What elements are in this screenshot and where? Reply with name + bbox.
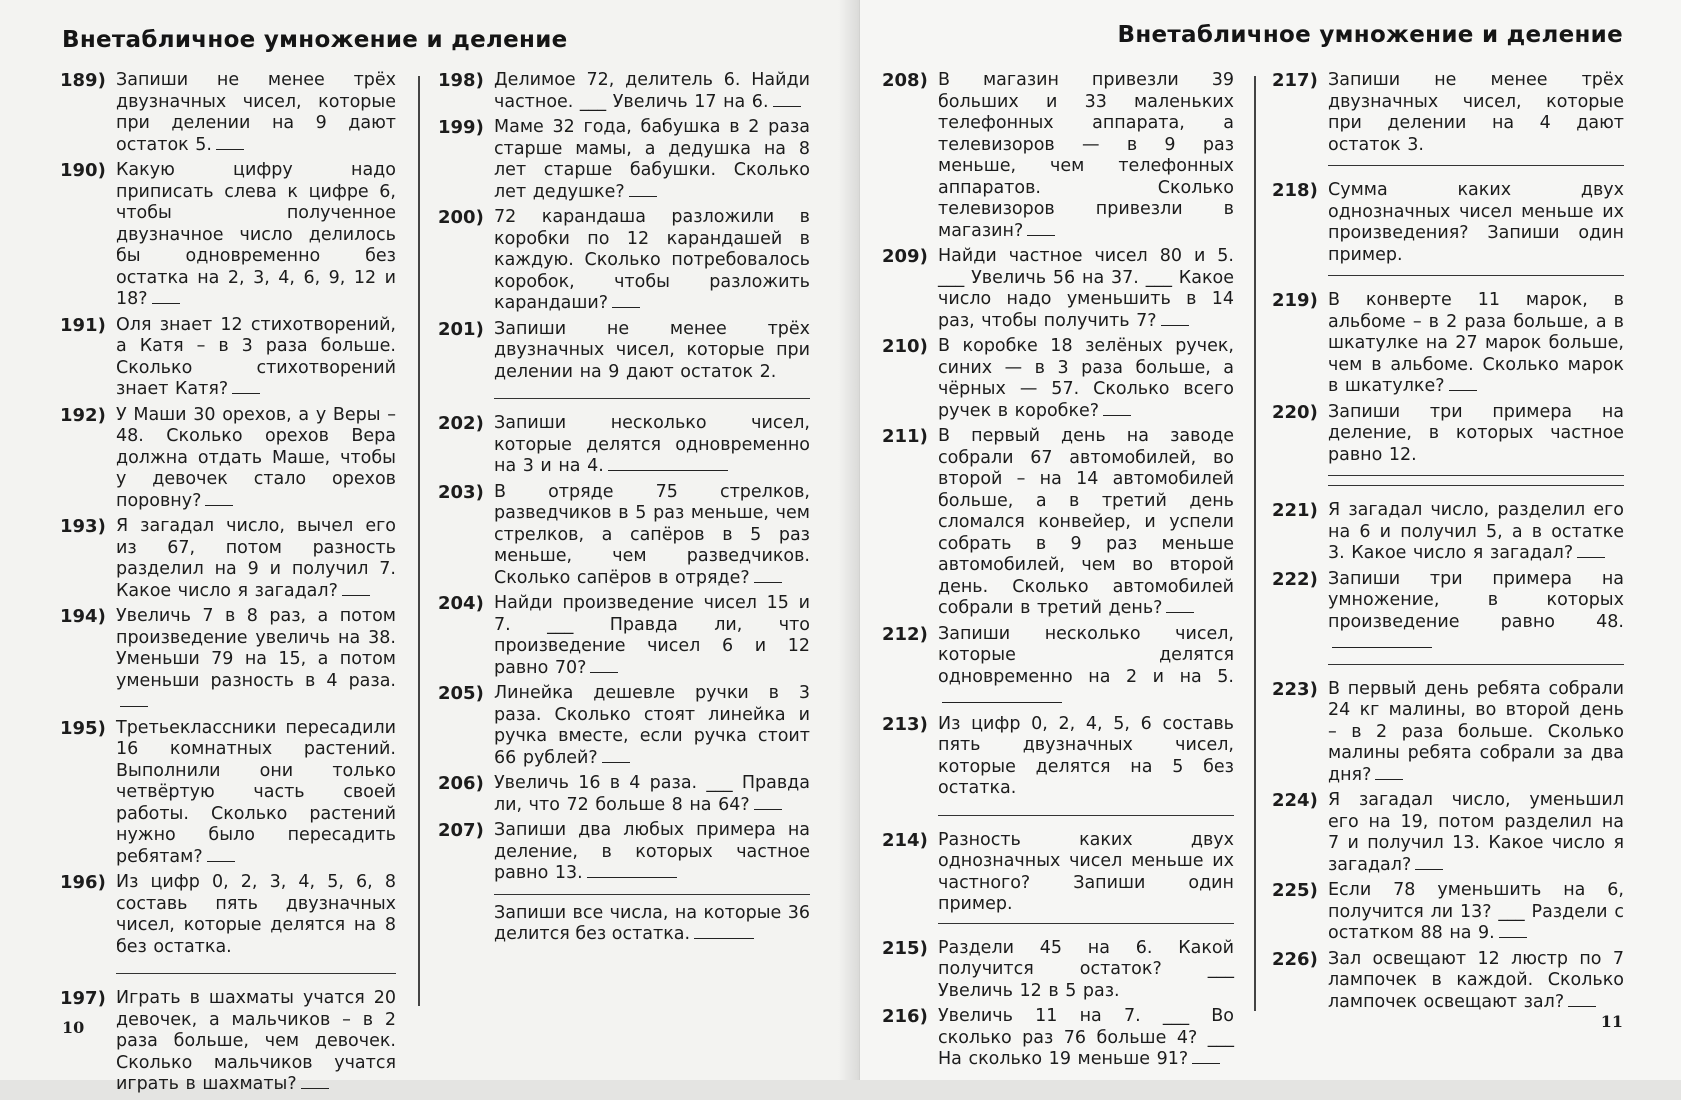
exercise-215: 215) Раздели 45 на 6. Какой получится остаток? ___ Увеличь 12 в 5 раз. [882, 937, 1234, 1001]
exercise-217: 217) Запиши не менее трёх двузначных чисел, которые при делении на 4 дают остаток 3. [1272, 70, 1624, 155]
page-number: 10 [62, 1018, 85, 1037]
answer-line [494, 397, 810, 399]
column-2 [438, 70, 810, 946]
exercise-225: 225) Если 78 уменьшить на 6, получится ли 13? ___ Раздели с остатком 88 на 9. [1272, 880, 1624, 943]
answer-line [938, 814, 1234, 816]
exercise-210: 210) В коробке 18 зелёных ручек, синих — в 3 раза больше, а чёрных — 57. Сколько всего ручек в коробке? [882, 336, 1234, 421]
column-1 [60, 70, 396, 1100]
left-page-heading: Внетабличное умножение и деление [62, 27, 568, 53]
answer-line [116, 972, 396, 974]
exercise-195: 195) Третьеклассники пересадили 16 комнатных растений. Выполнили они только четвёртую часть своей работы. Сколько растений нужно было пересадить ребятам? [60, 717, 396, 867]
exercise-205: 205) Линейка дешевле ручки в 3 раза. Сколько стоят линейка и ручка вместе, если ручка стоит 66 рублей? [438, 683, 810, 768]
exercise-203: 203) В отряде 75 стрелков, разведчиков в 5 раз меньше, чем стрелков, а сапёров в 5 раз меньше, чем разведчиков. Сколько сапёров в отряде? [438, 481, 810, 588]
exercise-224: 224) Я загадал число, уменьшил его на 19, потом разделил на 7 и получил 13. Какое число я загадал? [1272, 790, 1624, 875]
exercise-204: 204) Найди произведение чисел 15 и 7. ___ Правда ли, что произведение чисел 6 и 12 равно 70? [438, 593, 810, 678]
exercise-219: 219) В конверте 11 марок, в альбоме – в 2 раза больше, а в шкатулке на 27 марок больше, чем в альбоме. Сколько марок в шкатулке? [1272, 290, 1624, 396]
column-3 [882, 70, 1234, 1075]
exercise-207-note: Запиши все числа, на которые 36 делится без остатка. [494, 902, 810, 944]
answer-line [494, 893, 810, 895]
answer-line [938, 922, 1234, 924]
exercise-198: 198) Делимое 72, делитель 6. Найди частное. ___ Увеличь 17 на 6. [438, 70, 810, 112]
exercise-214: 214) Разность каких двух однозначных чисел меньше их частного? Запиши один пример. [882, 829, 1234, 914]
exercise-216: 216) Увеличь 11 на 7. ___ Во сколько раз 76 больше 4? ___ На сколько 19 меньше 91? [882, 1006, 1234, 1069]
exercise-197: 197) Играть в шахматы учатся 20 девочек, а мальчиков – в 2 раза больше, чем девочек. Сколько мальчиков учатся играть в шахматы? [60, 988, 396, 1094]
exercise-220: 220) Запиши три примера на деление, в которых частное равно 12. [1272, 401, 1624, 465]
exercise-212: 212) Запиши несколько чисел, которые делятся одновременно на 2 и на 5. [882, 624, 1234, 710]
exercise-223: 223) В первый день ребята собрали 24 кг малины, во второй день – в 2 раза больше. Сколько малины ребята собрали за два дня? [1272, 678, 1624, 785]
exercise-192: 192) У Маши 30 орехов, а у Веры – 48. Сколько орехов Вера должна отдать Маше, чтобы у девочек стало орехов поровну? [60, 404, 396, 511]
exercise-201: 201) Запиши не менее трёх двузначных чисел, которые при делении на 9 дают остаток 2. [438, 318, 810, 382]
page-number: 11 [1600, 1012, 1623, 1031]
exercise-190: 190) Какую цифру надо приписать слева к цифре 6, чтобы полученное двузначное число делилось бы одновременно без остатка на 2, 3, 4, 6, 9, 12 и 18? [60, 160, 396, 309]
exercise-208: 208) В магазин привезли 39 больших и 33 маленьких телефонных аппарата, а телевизоров — в 9 раз меньше, чем телефонных аппаратов. Сколько телевизоров привезли в магазин? [882, 70, 1234, 241]
answer-line [1328, 474, 1624, 476]
exercise-222: 222) Запиши три примера на умножение, в которых произведение равно 48. [1272, 569, 1624, 655]
column-divider [418, 76, 420, 1006]
column-4 [1272, 70, 1624, 1017]
exercise-199: 199) Маме 32 года, бабушка в 2 раза старше мамы, а дедушка на 8 лет старше бабушки. Сколько лет дедушке? [438, 117, 810, 202]
answer-line [1328, 164, 1624, 166]
column-divider [1254, 76, 1256, 1011]
exercise-200: 200) 72 карандаша разложили в коробки по 12 карандашей в каждую. Сколько потребовалось коробок, чтобы разложить карандаши? [438, 207, 810, 313]
exercise-226: 226) Зал освещают 12 люстр по 7 лампочек в каждой. Сколько лампочек освещают зал? [1272, 948, 1624, 1012]
exercise-196: 196) Из цифр 0, 2, 3, 4, 5, 6, 8 составь пять двузначных чисел, которые делятся на 8 без остатка. [60, 872, 396, 957]
exercise-191: 191) Оля знает 12 стихотворений, а Катя – в 3 раза больше. Сколько стихотворений знает Катя? [60, 314, 396, 399]
answer-line [1328, 274, 1624, 276]
exercise-193: 193) Я загадал число, вычел его из 67, потом разность разделил на 9 и получил 7. Какое число я загадал? [60, 516, 396, 601]
exercise-206: 206) Увеличь 16 в 4 раза. ___ Правда ли, что 72 больше 8 на 64? [438, 773, 810, 815]
exercise-189: 189) Запиши не менее трёх двузначных чисел, которые при делении на 9 дают остаток 5. [60, 70, 396, 155]
exercise-221: 221) Я загадал число, разделил его на 6 и получил 5, а в остатке 3. Какое число я загадал? [1272, 500, 1624, 563]
exercise-209: 209) Найди частное чисел 80 и 5. ___ Увеличь 56 на 37. ___ Какое число надо уменьшить в 14 раз, чтобы получить 7? [882, 246, 1234, 331]
exercise-207: 207) Запиши два любых примера на деление, в которых частное равно 13. [438, 820, 810, 883]
exercise-194: 194) Увеличь 7 в 8 раз, а потом произведение увеличь на 38. Уменьши 79 на 15, а потом уменьши разность в 4 раза. [60, 606, 396, 714]
right-page [860, 0, 1681, 1080]
exercise-213: 213) Из цифр 0, 2, 4, 5, 6 составь пять двузначных чисел, которые делятся на 5 без остатка. [882, 713, 1234, 798]
exercise-202: 202) Запиши несколько чисел, которые делятся одновременно на 3 и на 4. [438, 413, 810, 476]
exercise-211: 211) В первый день на заводе собрали 67 автомобилей, во второй – на 14 автомобилей больше, а в третий день сломался конвейер, и успели собрать в 9 раз меньше автомобилей, чем во второй день. Сколько автомобилей собрали в третий день? [882, 426, 1234, 618]
right-page-heading: Внетабличное умножение и деление [1117, 22, 1623, 48]
answer-line [1328, 663, 1624, 665]
answer-line [1328, 484, 1624, 486]
exercise-218: 218) Сумма каких двух однозначных чисел меньше их произведения? Запиши один пример. [1272, 180, 1624, 265]
